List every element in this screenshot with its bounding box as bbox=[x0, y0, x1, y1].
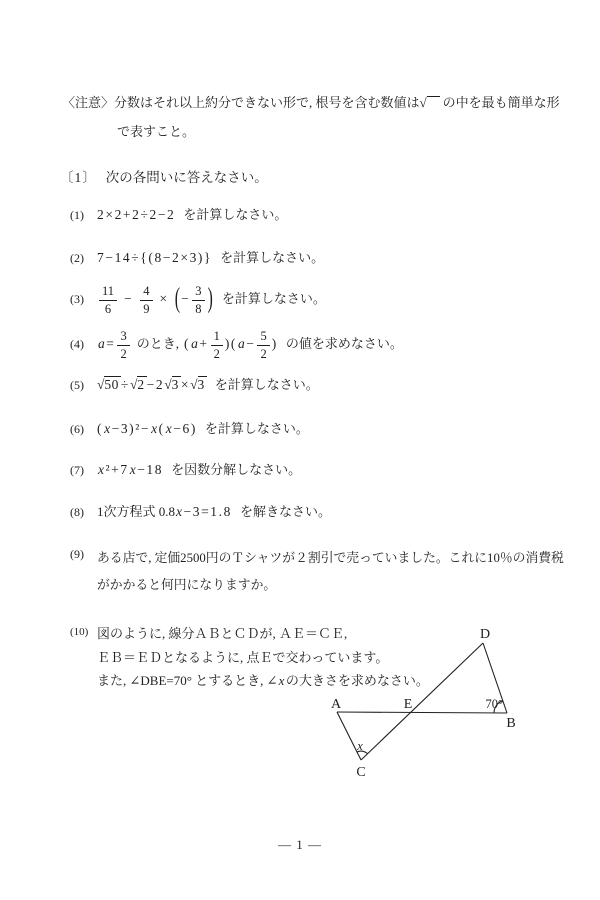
variable: x bbox=[129, 462, 137, 477]
problem-text bbox=[97, 545, 564, 599]
problem-number: (8) bbox=[70, 505, 84, 519]
vertex-label-a: A bbox=[330, 697, 342, 712]
section-number: 〔1〕 bbox=[60, 170, 97, 185]
fraction: $\frac{3}{2}$ bbox=[117, 329, 129, 361]
problem-5 bbox=[70, 376, 319, 394]
problem-number: (3) bbox=[70, 292, 84, 306]
problem-number: (1) bbox=[70, 208, 84, 222]
fraction: $\frac{5}{2}$ bbox=[257, 329, 269, 361]
problem-8 bbox=[70, 503, 331, 521]
page-number: — 1 — bbox=[278, 837, 322, 852]
close-paren: ) bbox=[207, 284, 213, 314]
problem-number: (9) bbox=[70, 547, 84, 561]
open-paren: ( bbox=[183, 336, 191, 351]
notice-text-3: で表すこと。 bbox=[117, 124, 196, 139]
instruction-text: を計算しなさい。 bbox=[214, 377, 319, 392]
text-segment: のとき, bbox=[136, 336, 179, 351]
problem-number: (2) bbox=[70, 251, 84, 265]
instruction-text: を計算しなさい。 bbox=[183, 207, 288, 222]
variable: a bbox=[191, 336, 199, 351]
operator: × bbox=[180, 377, 191, 392]
section-heading bbox=[60, 166, 268, 186]
problem-3 bbox=[70, 282, 326, 317]
variable: x bbox=[98, 462, 105, 477]
operator: ÷ bbox=[120, 377, 130, 392]
angle-value-b: 70° bbox=[485, 697, 503, 711]
operator: − bbox=[124, 291, 134, 306]
text-line: の大きさを求めなさい。 bbox=[285, 673, 429, 688]
expression: x²+7x−18 bbox=[98, 462, 164, 477]
fraction: $\frac{11}{6}$ bbox=[99, 284, 117, 316]
problem-9 bbox=[70, 545, 564, 599]
notice-block bbox=[62, 88, 600, 146]
radical-vinculum bbox=[427, 96, 440, 108]
operator: = bbox=[106, 336, 116, 351]
problem-number: (10) bbox=[70, 626, 89, 638]
paren-pair: )( bbox=[224, 336, 238, 351]
fraction: $\frac{4}{9}$ bbox=[140, 284, 152, 316]
vertex-label-e: E bbox=[403, 697, 413, 712]
instruction-text: を解きなさい。 bbox=[239, 504, 331, 519]
variable: a bbox=[98, 336, 106, 351]
open-paren: ( bbox=[174, 284, 181, 314]
operator: + bbox=[199, 336, 209, 351]
instruction-text: を計算しなさい。 bbox=[204, 421, 309, 436]
operator: − bbox=[181, 291, 191, 306]
angle-label-x: x bbox=[357, 739, 363, 753]
expression: (x−3)²−x(x−6) bbox=[97, 421, 197, 436]
instruction-text: の値を求めなさい。 bbox=[285, 336, 403, 351]
vertex-label-d: D bbox=[479, 627, 491, 642]
problem-number: (7) bbox=[70, 463, 84, 477]
variable: x bbox=[278, 673, 285, 688]
segment-AB bbox=[337, 712, 507, 713]
problem-6 bbox=[70, 420, 309, 438]
variable: x bbox=[176, 504, 183, 519]
fraction: $\frac{3}{8}$ bbox=[192, 284, 204, 316]
variable: x bbox=[104, 421, 111, 436]
problem-2 bbox=[70, 249, 324, 267]
vertex-label-b: B bbox=[506, 716, 516, 731]
operator: − bbox=[246, 336, 256, 351]
expression: 7−14÷{(8−2×3)} bbox=[97, 250, 213, 265]
segment-CD bbox=[361, 643, 483, 760]
expression: 1次方程式 0.8x−3=1.8 bbox=[97, 504, 232, 519]
notice-text-2: の中を最も簡単な形 bbox=[442, 95, 560, 110]
sqrt-term: √3 bbox=[164, 377, 179, 392]
radical-symbol: √ bbox=[419, 95, 427, 110]
geometry-diagram bbox=[326, 624, 526, 790]
problem-4 bbox=[70, 327, 403, 361]
expression: 2×2+2÷2−2 bbox=[97, 207, 176, 222]
text-line: また, ∠DBE=70° とするとき, ∠ bbox=[97, 673, 278, 688]
sqrt-term: √3 bbox=[190, 377, 205, 392]
variable: a bbox=[238, 336, 246, 351]
problem-7 bbox=[70, 461, 301, 479]
text-line: ある店で, 定価2500円のＴシャツが２割引で売っていました。これに10％の消費税 bbox=[97, 551, 564, 565]
sqrt-term: √50 bbox=[97, 377, 119, 392]
instruction-text: を計算しなさい。 bbox=[221, 291, 326, 306]
problem-number: (6) bbox=[70, 422, 84, 436]
operator: × bbox=[159, 291, 169, 306]
variable: x bbox=[165, 421, 173, 436]
instruction-text: を因数分解しなさい。 bbox=[171, 462, 302, 477]
notice-text-1: 分数はそれ以上約分できない形で, 根号を含む数値は bbox=[114, 95, 420, 110]
notice-label: 〈注意〉 bbox=[62, 95, 115, 110]
instruction-text: を計算しなさい。 bbox=[220, 250, 325, 265]
text-line: がかかると何円になりますか。 bbox=[97, 578, 277, 592]
close-paren: ) bbox=[271, 336, 278, 351]
operator: −2 bbox=[146, 377, 165, 392]
sqrt-term: √2 bbox=[129, 377, 145, 392]
problem-number: (4) bbox=[70, 337, 84, 351]
problem-number: (5) bbox=[70, 378, 84, 392]
vertex-label-c: C bbox=[356, 765, 366, 780]
text-line: ＥＢ＝ＥＤとなるように, 点Ｅで交わっています。 bbox=[97, 649, 389, 665]
variable: x bbox=[151, 421, 158, 436]
section-title-text: 次の各問いに答えなさい。 bbox=[105, 170, 268, 185]
fraction: $\frac{1}{2}$ bbox=[211, 329, 223, 361]
text-line: 図のように, 線分ＡＢとＣＤが, ＡＥ＝ＣＥ, bbox=[97, 626, 348, 641]
problem-1 bbox=[70, 206, 287, 224]
